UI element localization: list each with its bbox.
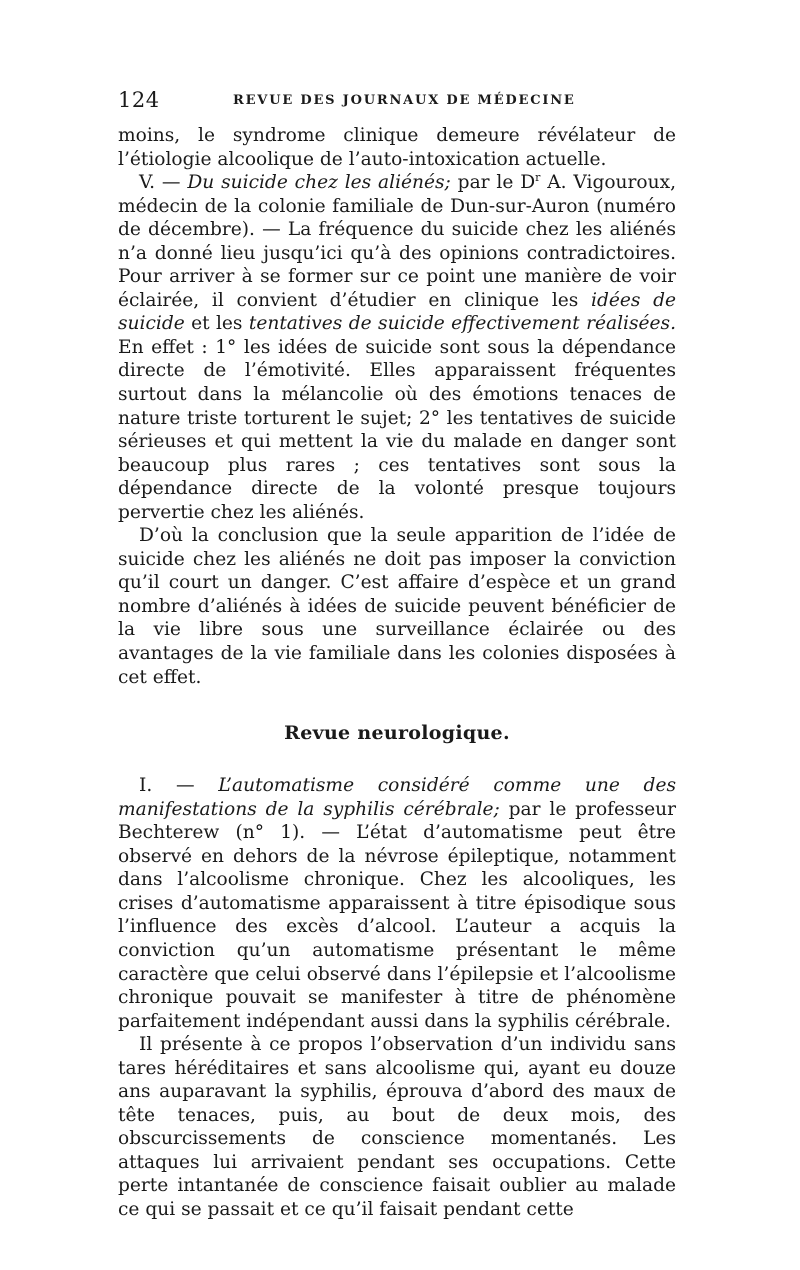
article-title: L’automatisme considéré comme une des manifestations de la syphilis cérébrale; [118,775,676,820]
emphasis-idees: idées de suicide [118,289,676,335]
running-header [118,88,676,114]
paragraph-text: par le professeur Bechterew (n° 1). — L’état d’automatisme peut être observé en dehors de la névrose épileptique, notamment dans l’alcoolisme chronique. Chez les alcooliques, les crises d’automatisme apparaissent à titre épisodique sous l’influence des excès d’alcool. L’auteur a acquis la conviction qu’un automatisme présentant le même caractère que celui observé dans l’épilepsie et l’alcoolisme chronique pouvait se manifester à titre de phénomène parfaitement indépendant aussi dans la syphilis cérébrale. [118,798,676,1032]
paragraph-suicide-review [118,171,676,524]
section-heading: Revue neurologique. [284,722,510,745]
paragraph-text: D’où la conclusion que la seule apparition de l’idée de suicide chez les aliénés ne doit pas imposer la conviction qu’il court un danger. C’est affaire d’espèce et un grand nombre d’aliénés à idées de suicide peuvent bénéficier de la vie libre sous une surveillance éclairée ou des avantages de la vie familiale dans les colonies disposées à cet effet. [118,525,676,688]
article-number: I. — [139,775,219,797]
journal-title: REVUE DES JOURNAUX DE MÉDECINE [233,93,576,108]
article-title: Du suicide chez les aliénés; [187,172,451,194]
article-number: V. — [139,172,188,194]
document-page [118,88,676,1222]
author-prefix: par le D [450,172,536,194]
paragraph-automatisme-review [118,774,676,1033]
author-superscript: r [535,170,541,184]
paragraph-conclusion [118,524,676,689]
paragraph-text: A. Vigouroux, médecin de la colonie familiale de Dun-sur-Auron (numéro de décembre). — La fréquence du suicide chez les aliénés n’a donné lieu jusqu’ici qu’à des opinions contradictoires. Pour arriver à se former sur ce point une manière de voir éclairée, il convient d’étudier en clinique les [118,172,676,311]
paragraph-continued [118,124,676,171]
page-number: 124 [118,88,160,112]
paragraph-text: et les [184,313,249,335]
emphasis-tentatives: tentatives de suicide effectivement réalisées. [248,313,677,335]
paragraph-text: Il présente à ce propos l’observation d’un individu sans tares héréditaires et sans alcoolisme qui, ayant eu douze ans auparavant la syphilis, éprouva d’abord des maux de tête tenaces, puis, au bout de deux mois, des obscurcissements de conscience momentanés. Les attaques lui arrivaient pendant ses occupations. Cette perte intantanée de conscience faisait oublier au malade ce qui se passait et ce qu’il faisait pendant cette [118,1034,676,1220]
paragraph-text: En effet : 1° les idées de suicide sont sous la dépendance directe de l’émotivité. Elles apparaissent fréquentes surtout dans la mélancolie où des émotions tenaces de nature triste torturent le sujet; 2° les tentatives de suicide sérieuses et qui mettent la vie du malade en danger sont beaucoup plus rares ; ces tentatives sont sous la dépendance directe de la volonté presque toujours pervertie chez les aliénés. [118,336,676,523]
paragraph-text: moins, le syndrome clinique demeure révélateur de l’étiologie alcoolique de l’auto-intoxication actuelle. [118,125,676,170]
paragraph-observation [118,1033,676,1221]
